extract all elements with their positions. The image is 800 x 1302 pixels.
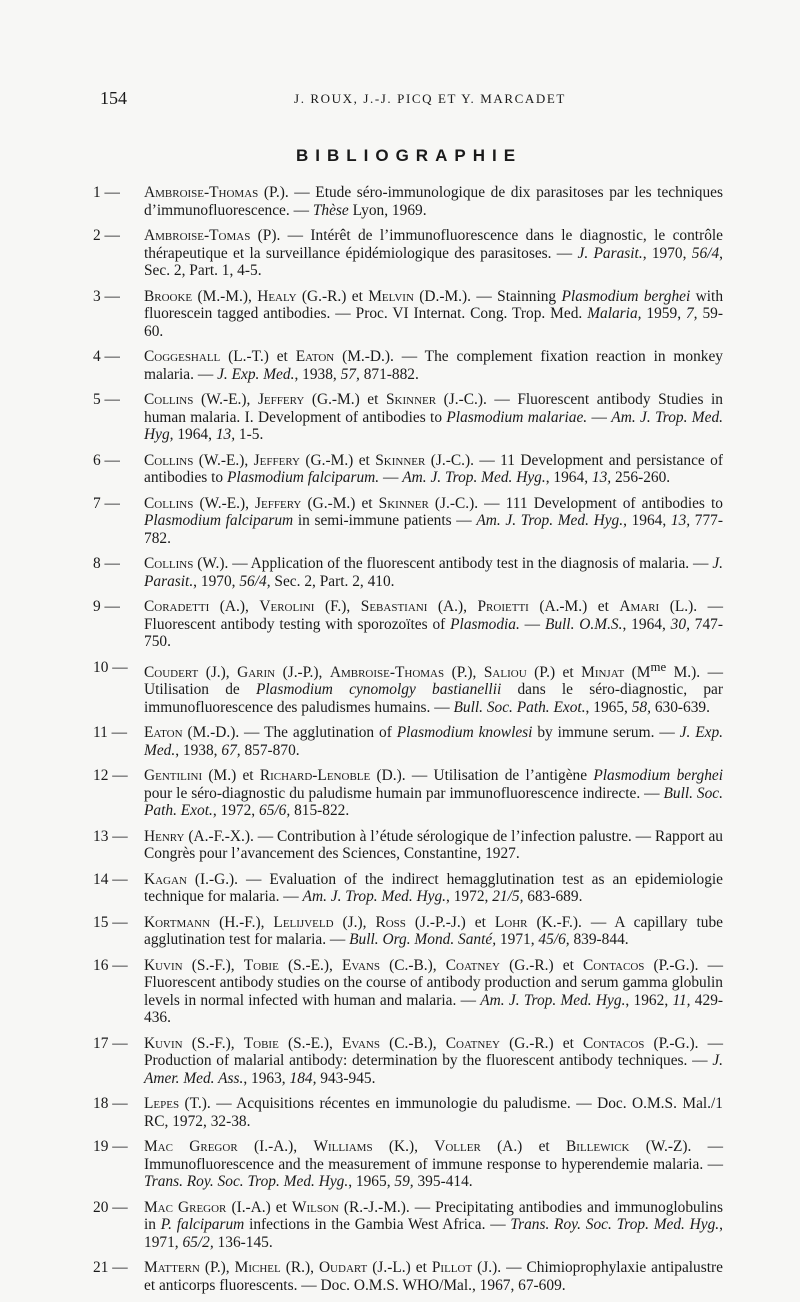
reference-text: Ambroise-Tomas (P). — Intérêt de l’immunofluorescence dans le diagnostic, le contrôle thérapeutique et la surveillance épidémiologique des parasitoses. — J. Parasit., 1970, 56/4, Sec. 2, Part. 1, 4-5. bbox=[144, 227, 724, 279]
reference-item bbox=[93, 659, 723, 717]
reference-text: Kuvin (S.-F.), Tobie (S.-E.), Evans (C.-B.), Coatney (G.-R.) et Contacos (P.-G.). — Production of malarial antibody: determination by the fluorescent antibody techniques. — J. Amer. Med. Ass., 1963, 184, 943-945. bbox=[144, 1034, 723, 1087]
reference-number: 18 — bbox=[93, 1095, 128, 1113]
reference-number: 13 — bbox=[93, 827, 128, 845]
reference-number: 9 — bbox=[93, 598, 120, 615]
reference-number: 5 — bbox=[93, 391, 120, 408]
reference-number: 11 — bbox=[93, 724, 128, 742]
page-number: 154 bbox=[100, 88, 127, 108]
reference-item bbox=[93, 227, 723, 280]
reference-text: Gentilini (M.) et Richard-Lenoble (D.). — Utilisation de l’antigène Plasmodium berghei pour le séro-diagnostic du paludisme humain par immunofluorescence indirecte. — Bull. Soc. Path. Exot., 1972, 65/6, 815-822. bbox=[144, 767, 724, 820]
reference-number: 19 — bbox=[93, 1138, 128, 1156]
reference-item bbox=[93, 1138, 723, 1191]
reference-item bbox=[93, 767, 723, 820]
reference-text: Coggeshall (L.-T.) et Eaton (M.-D.). — The complement fixation reaction in monkey malaria. — J. Exp. Med., 1938, 57, 871-882. bbox=[144, 348, 723, 383]
reference-text: Eaton (M.-D.). — The agglutination of Plasmodium knowlesi by immune serum. — J. Exp. Med., 1938, 67, 857-870. bbox=[144, 724, 723, 759]
reference-text: Mattern (P.), Michel (R.), Oudart (J.-L.) et Pillot (J.). — Chimioprophylaxie antipalustre et anticorps fluorescents. — Doc. O.M.S. WHO/Mal., 1967, 67-609. bbox=[144, 1259, 723, 1294]
reference-item bbox=[93, 348, 723, 383]
reference-item bbox=[93, 828, 723, 863]
reference-text: Coudert (J.), Garin (J.-P.), Ambroise-Thomas (P.), Saliou (P.) et Minjat ($M^{me}$ M.). — Utilisation de Plasmodium cynomolgy bastianellii dans le séro-diagnostic, par immunofluorescence des paludismes humains. — Bull. Soc. Path. Exot., 1965, 58, 630-639. bbox=[144, 659, 723, 716]
reference-number: 17 — bbox=[93, 1034, 128, 1052]
reference-item bbox=[93, 495, 723, 548]
reference-text: Mac Gregor (I.-A.), Williams (K.), Voller (A.) et Billewick (W.-Z). — Immunofluorescence and the measurement of immune response to hyperendemie malaria. — Trans. Roy. Soc. Trop. Med. Hyg., 1965, 59, 395-414. bbox=[144, 1138, 724, 1191]
reference-number: 21 — bbox=[93, 1259, 128, 1277]
reference-item bbox=[93, 1199, 723, 1252]
reference-item bbox=[93, 957, 723, 1027]
reference-number: 8 — bbox=[93, 555, 120, 572]
reference-number: 7 — bbox=[93, 494, 120, 512]
reference-number: 10 — bbox=[93, 658, 128, 676]
reference-number: 12 — bbox=[93, 767, 128, 785]
reference-number: 1 — bbox=[93, 184, 120, 201]
reference-item bbox=[93, 1259, 723, 1294]
reference-item bbox=[93, 1095, 723, 1130]
reference-text: Brooke (M.-M.), Healy (G.-R.) et Melvin (D.-M.). — Stainning Plasmodium berghei with fluorescein tagged antibodies. — Proc. VI Internat. Cong. Trop. Med. Malaria, 1959, 7, 59-60. bbox=[144, 287, 724, 340]
reference-item bbox=[93, 184, 723, 219]
reference-item bbox=[93, 288, 723, 341]
running-head bbox=[100, 88, 720, 112]
reference-text: Ambroise-Thomas (P.). — Etude séro-immunologique de dix parasitoses par les techniques d’immunofluorescence. — Thèse Lyon, 1969. bbox=[144, 184, 723, 219]
reference-item bbox=[93, 1035, 723, 1088]
reference-text: Kuvin (S.-F.), Tobie (S.-E.), Evans (C.-B.), Coatney (G.-R.) et Contacos (P.-G.). — Fluorescent antibody studies on the course of antibody production and serum gamma globulin levels in normal infected with human and malaria. — Am. J. Trop. Med. Hyg., 1962, 11, 429-436. bbox=[144, 956, 724, 1027]
reference-item bbox=[93, 871, 723, 906]
reference-item bbox=[93, 598, 723, 651]
reference-text: Lepes (T.). — Acquisitions récentes en immunologie du paludisme. — Doc. O.M.S. Mal./1 RC, 1972, 32-38. bbox=[144, 1095, 723, 1130]
reference-text: Collins (W.-E.), Jeffery (G.-M.) et Skinner (J.-C.). — 111 Development of antibodies to Plasmodium falciparum in semi-immune patients — Am. J. Trop. Med. Hyg., 1964, 13, 777-782. bbox=[144, 494, 723, 547]
reference-number: 3 — bbox=[93, 287, 120, 305]
reference-text: Kagan (I.-G.). — Evaluation of the indirect hemagglutination test as an epidemiologie technique for malaria. — Am. J. Trop. Med. Hyg., 1972, 21/5, 683-689. bbox=[144, 870, 723, 906]
reference-number: 15 — bbox=[93, 913, 128, 931]
reference-item bbox=[93, 452, 723, 487]
reference-text: Henry (A.-F.-X.). — Contribution à l’étude sérologique de l’infection palustre. — Rapport au Congrès pour l’avancement des Sciences, Constantine, 1927. bbox=[144, 827, 723, 863]
reference-text: Coradetti (A.), Verolini (F.), Sebastiani (A.), Proietti (A.-M.) et Amari (L.). — Fluorescent antibody testing with sporozoïtes of Plasmodia. — Bull. O.M.S., 1964, 30, 747-750. bbox=[144, 598, 723, 650]
reference-number: 4 — bbox=[93, 348, 120, 365]
reference-text: Collins (W.). — Application of the fluorescent antibody test in the diagnosis of malaria. — J. Parasit., 1970, 56/4, Sec. 2, Part. 2, 410. bbox=[144, 555, 723, 590]
reference-text: Kortmann (H.-F.), Lelijveld (J.), Ross (J.-P.-J.) et Lohr (K.-F.). — A capillary tube agglutination test for malaria. — Bull. Org. Mond. Santé, 1971, 45/6, 839-844. bbox=[144, 913, 723, 949]
reference-list bbox=[93, 184, 723, 1302]
reference-number: 20 — bbox=[93, 1198, 128, 1216]
reference-number: 6 — bbox=[93, 451, 120, 469]
section-title: BIBLIOGRAPHIE bbox=[295, 146, 523, 165]
reference-item bbox=[93, 555, 723, 590]
reference-item bbox=[93, 724, 723, 759]
reference-text: Collins (W.-E.), Jeffery (G.-M.) et Skinner (J.-C.). — 11 Development and persistance of antibodies to Plasmodium falciparum. — Am. J. Trop. Med. Hyg., 1964, 13, 256-260. bbox=[144, 451, 723, 486]
reference-text: Collins (W.-E.), Jeffery (G.-M.) et Skinner (J.-C.). — Fluorescent antibody Studies in human malaria. I. Development of antibodies to Plasmodium malariae. — Am. J. Trop. Med. Hyg, 1964, 13, 1-5. bbox=[144, 391, 724, 443]
reference-item bbox=[93, 914, 723, 949]
reference-number: 14 — bbox=[93, 870, 128, 888]
reference-text: Mac Gregor (I.-A.) et Wilson (R.-J.-M.). — Precipitating antibodies and immunoglobulins in P. falciparum infections in the Gambia West Africa. — Trans. Roy. Soc. Trop. Med. Hyg., 1971, 65/2, 136-145. bbox=[144, 1198, 723, 1251]
reference-number: 2 — bbox=[93, 227, 120, 244]
running-title: J. ROUX, J.-J. PICQ ET Y. MARCADET bbox=[294, 91, 566, 106]
reference-item bbox=[93, 391, 723, 444]
reference-number: 16 — bbox=[93, 956, 128, 974]
